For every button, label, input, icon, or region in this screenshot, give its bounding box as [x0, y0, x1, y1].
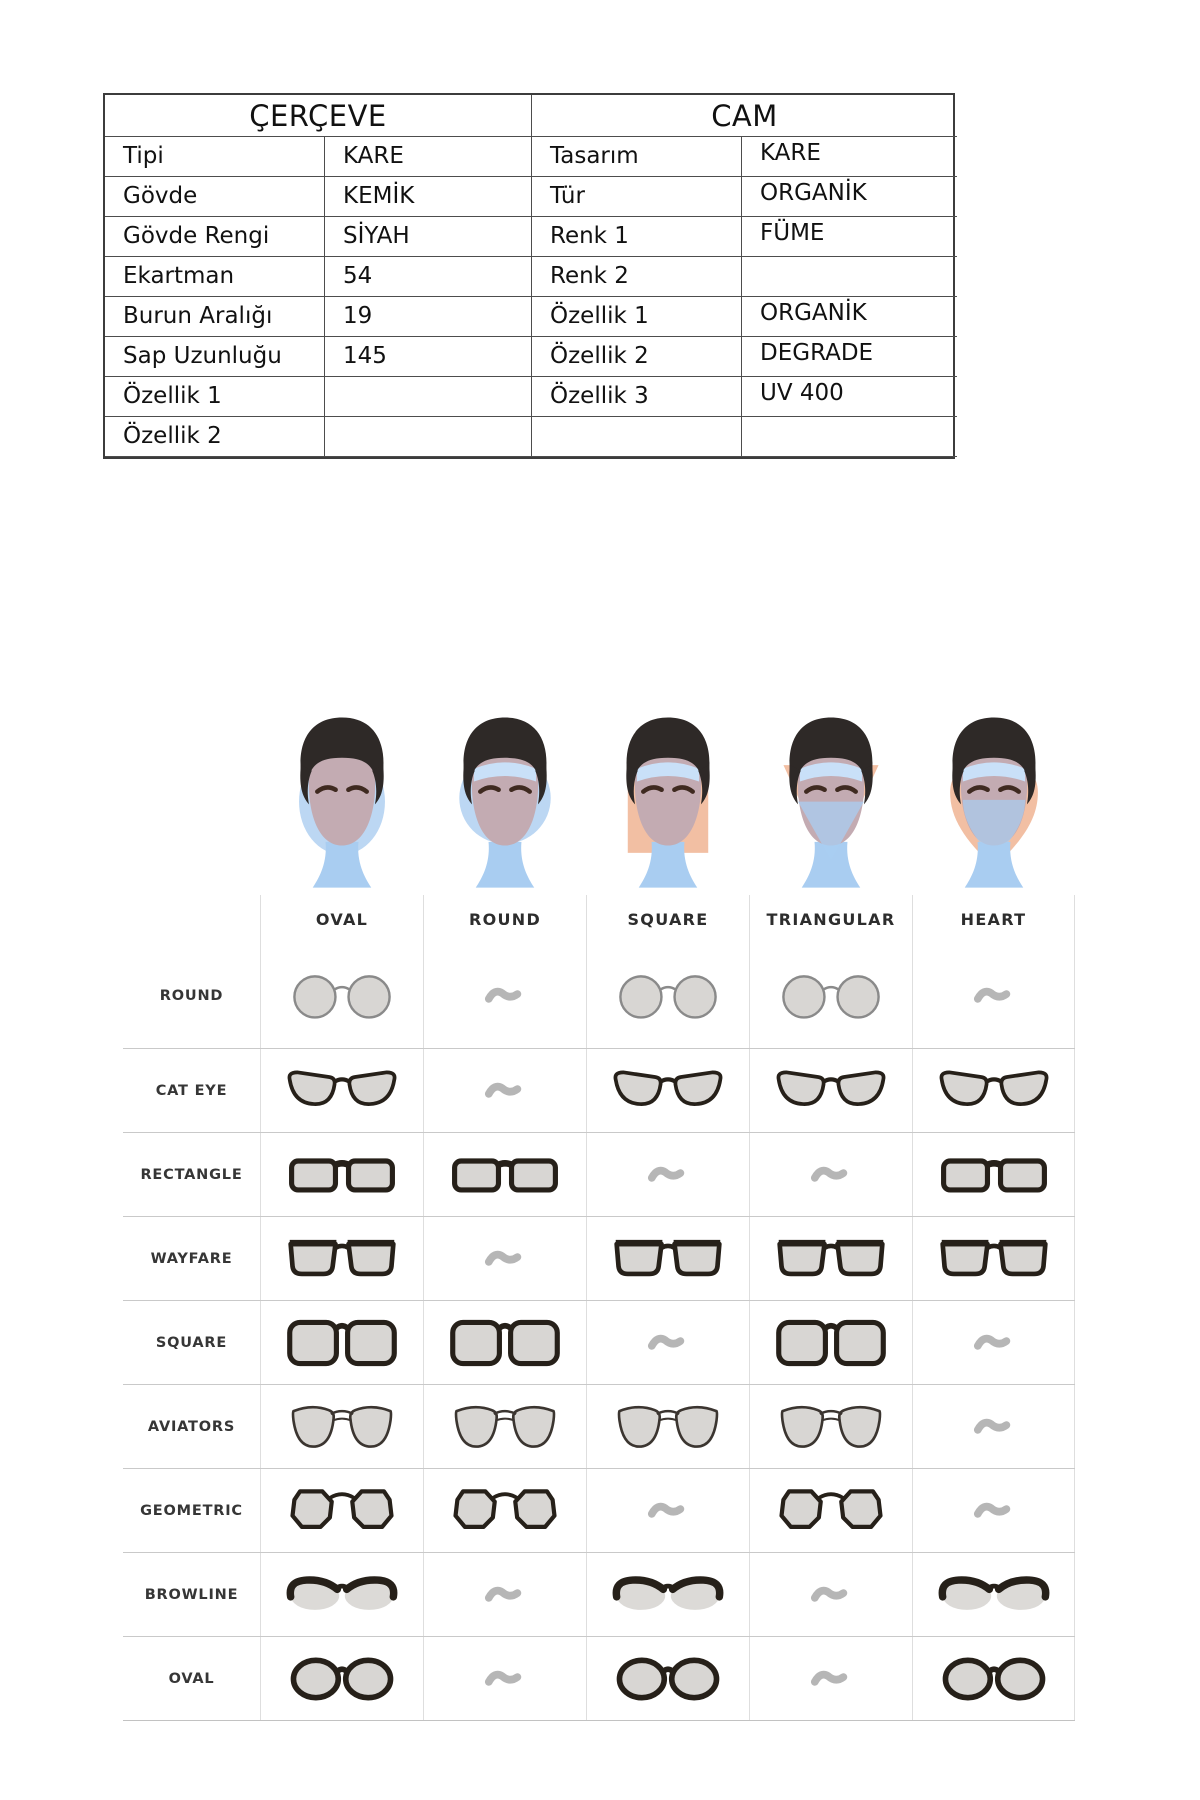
- geometric-glasses-icon: [260, 1469, 423, 1552]
- lens-attr-label: [532, 417, 742, 457]
- cat-eye-glasses-icon: [586, 1049, 749, 1132]
- geometric-glasses-icon: [749, 1469, 912, 1552]
- frame-section-title: ÇERÇEVE: [105, 95, 532, 137]
- wayfarer-glasses-icon: [260, 1217, 423, 1300]
- glasses-style-label-cell: [123, 1385, 260, 1468]
- heart-face-icon: [912, 698, 1075, 895]
- face-shape-header-oval: [260, 895, 423, 943]
- squiggle-icon: [423, 1637, 586, 1720]
- glasses-style-label-cell: [123, 1049, 260, 1132]
- oval-glasses-icon: [912, 1637, 1075, 1720]
- glasses-style-label: OVAL: [168, 1670, 215, 1687]
- cat-eye-glasses-icon: [912, 1049, 1075, 1132]
- product-spec-table: [103, 93, 955, 459]
- squiggle-icon: [912, 1385, 1075, 1468]
- lens-attr-value: DEGRADE: [742, 337, 957, 377]
- face-shape-label: ROUND: [468, 909, 542, 929]
- cat-eye-glasses-icon: [749, 1049, 912, 1132]
- lens-attr-value: ORGANİK: [742, 177, 957, 217]
- glasses-style-label: GEOMETRIC: [140, 1502, 243, 1519]
- frame-attr-label: Burun Aralığı: [105, 297, 325, 337]
- glasses-style-label: RECTANGLE: [140, 1166, 243, 1183]
- squiggle-icon: [912, 1469, 1075, 1552]
- face-row-spacer: [123, 698, 260, 895]
- glasses-style-label-cell: [123, 1301, 260, 1384]
- face-shape-header-heart: [912, 895, 1075, 943]
- squiggle-icon: [586, 1469, 749, 1552]
- glasses-style-label-cell: [123, 943, 260, 1048]
- lens-attr-value: [742, 417, 957, 457]
- lens-attr-label: Özellik 3: [532, 377, 742, 417]
- glasses-style-row-rectangle: [123, 1132, 1075, 1216]
- squiggle-icon: [586, 1133, 749, 1216]
- lens-attr-value: FÜME: [742, 217, 957, 257]
- face-shape-header-square: [586, 895, 749, 943]
- frame-attr-value: KEMİK: [325, 177, 532, 217]
- header-row-spacer: [123, 895, 260, 943]
- frame-attr-label: Özellik 2: [105, 417, 325, 457]
- squiggle-icon: [912, 943, 1075, 1048]
- aviator-glasses-icon: [586, 1385, 749, 1468]
- lens-attr-label: Özellik 1: [532, 297, 742, 337]
- glasses-style-label: SQUARE: [155, 1334, 228, 1351]
- glasses-style-label: AVIATORS: [147, 1418, 236, 1435]
- face-shape-label: SQUARE: [627, 909, 709, 929]
- glasses-style-label-cell: [123, 1637, 260, 1720]
- square-glasses-icon: [260, 1301, 423, 1384]
- square-glasses-icon: [423, 1301, 586, 1384]
- glasses-style-label: CAT EYE: [155, 1082, 228, 1099]
- lens-attr-value: UV 400: [742, 377, 957, 417]
- wayfarer-glasses-icon: [912, 1217, 1075, 1300]
- aviator-glasses-icon: [260, 1385, 423, 1468]
- squiggle-icon: [749, 1133, 912, 1216]
- browline-glasses-icon: [586, 1553, 749, 1636]
- glasses-style-row-square: [123, 1300, 1075, 1384]
- frame-attr-value: 54: [325, 257, 532, 297]
- wayfarer-glasses-icon: [749, 1217, 912, 1300]
- rectangle-glasses-icon: [423, 1133, 586, 1216]
- face-shape-label: OVAL: [315, 909, 369, 929]
- glasses-style-label: ROUND: [159, 987, 224, 1004]
- lens-attr-label: Tür: [532, 177, 742, 217]
- frame-attr-value: [325, 377, 532, 417]
- browline-glasses-icon: [912, 1553, 1075, 1636]
- lens-attr-label: Renk 1: [532, 217, 742, 257]
- frame-attr-value: 145: [325, 337, 532, 377]
- frame-attr-label: Sap Uzunluğu: [105, 337, 325, 377]
- face-shape-label: HEART: [960, 909, 1027, 929]
- browline-glasses-icon: [260, 1553, 423, 1636]
- squiggle-icon: [423, 1553, 586, 1636]
- face-shape-label: TRIANGULAR: [766, 909, 896, 929]
- squiggle-icon: [749, 1553, 912, 1636]
- geometric-glasses-icon: [423, 1469, 586, 1552]
- squiggle-icon: [423, 1217, 586, 1300]
- face-shape-glasses-chart: [123, 698, 1075, 1721]
- face-shape-header-triangular: [749, 895, 912, 943]
- aviator-glasses-icon: [749, 1385, 912, 1468]
- lens-attr-label: Renk 2: [532, 257, 742, 297]
- glasses-style-label: BROWLINE: [144, 1586, 239, 1603]
- oval-glasses-icon: [586, 1637, 749, 1720]
- frame-attr-value: KARE: [325, 137, 532, 177]
- frame-attr-label: Özellik 1: [105, 377, 325, 417]
- lens-section-title: CAM: [532, 95, 957, 137]
- glasses-style-row-geometric: [123, 1468, 1075, 1552]
- round-glasses-icon: [586, 943, 749, 1048]
- squiggle-icon: [423, 943, 586, 1048]
- round-face-icon: [423, 698, 586, 895]
- cat-eye-glasses-icon: [260, 1049, 423, 1132]
- round-glasses-icon: [749, 943, 912, 1048]
- frame-attr-value: 19: [325, 297, 532, 337]
- glasses-style-label-cell: [123, 1553, 260, 1636]
- glasses-style-label: WAYFARE: [150, 1250, 233, 1267]
- lens-attr-label: Tasarım: [532, 137, 742, 177]
- glasses-style-row-aviators: [123, 1384, 1075, 1468]
- frame-attr-label: Tipi: [105, 137, 325, 177]
- glasses-style-row-cat-eye: [123, 1048, 1075, 1132]
- frame-attr-value: SİYAH: [325, 217, 532, 257]
- face-shape-header-round: [423, 895, 586, 943]
- lens-attr-value: [742, 257, 957, 297]
- glasses-style-row-round: [123, 943, 1075, 1048]
- frame-attr-label: Gövde Rengi: [105, 217, 325, 257]
- lens-attr-value: ORGANİK: [742, 297, 957, 337]
- square-glasses-icon: [749, 1301, 912, 1384]
- oval-glasses-icon: [260, 1637, 423, 1720]
- lens-attr-value: KARE: [742, 137, 957, 177]
- face-shape-header-row: [123, 895, 1075, 943]
- rectangle-glasses-icon: [260, 1133, 423, 1216]
- wayfarer-glasses-icon: [586, 1217, 749, 1300]
- glasses-style-row-browline: [123, 1552, 1075, 1636]
- glasses-style-label-cell: [123, 1133, 260, 1216]
- lens-attr-label: Özellik 2: [532, 337, 742, 377]
- squiggle-icon: [749, 1637, 912, 1720]
- face-illustrations-row: [123, 698, 1075, 895]
- square-face-icon: [586, 698, 749, 895]
- triangular-face-icon: [749, 698, 912, 895]
- glasses-style-label-cell: [123, 1469, 260, 1552]
- glasses-style-row-oval: [123, 1636, 1075, 1721]
- round-glasses-icon: [260, 943, 423, 1048]
- rectangle-glasses-icon: [912, 1133, 1075, 1216]
- frame-attr-label: Ekartman: [105, 257, 325, 297]
- frame-attr-label: Gövde: [105, 177, 325, 217]
- aviator-glasses-icon: [423, 1385, 586, 1468]
- glasses-style-label-cell: [123, 1217, 260, 1300]
- oval-face-icon: [260, 698, 423, 895]
- squiggle-icon: [912, 1301, 1075, 1384]
- squiggle-icon: [423, 1049, 586, 1132]
- glasses-style-row-wayfare: [123, 1216, 1075, 1300]
- frame-attr-value: [325, 417, 532, 457]
- squiggle-icon: [586, 1301, 749, 1384]
